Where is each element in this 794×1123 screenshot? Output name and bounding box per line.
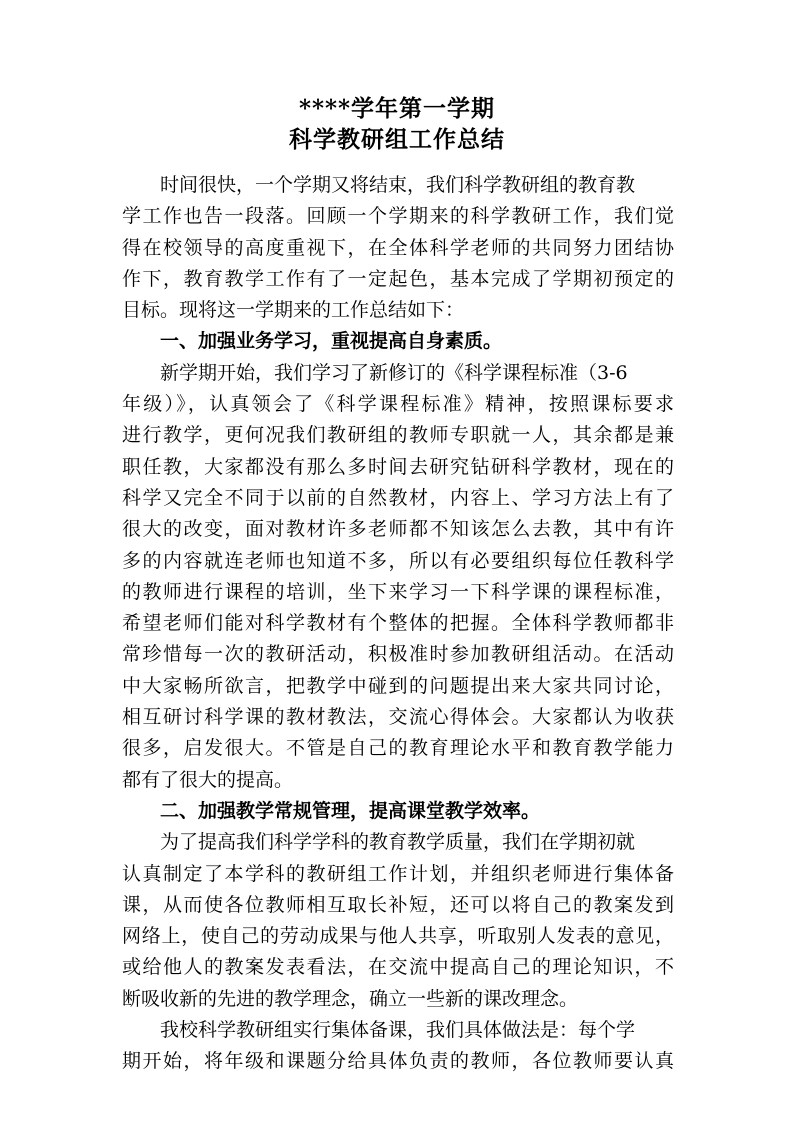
paragraph-line: 很大的改变，面对教材许多老师都不知该怎么去教，其中有许 [122,518,674,541]
paragraph-line: 或给他人的教案发表看法，在交流中提高自己的理论知识，不 [122,956,674,979]
paragraph-line: 的教师进行课程的培训，坐下来学习一下科学课的课程标准， [122,580,674,603]
paragraph-line: 得在校领导的高度重视下，在全体科学老师的共同努力团结协 [122,236,674,259]
section-heading: 二、加强教学常规管理，提高课堂教学效率。 [160,799,541,822]
paragraph-line: 都有了很大的提高。 [122,768,294,791]
paragraph-line: 多的内容就连老师也知道不多，所以有必要组织每位任教科学 [122,549,674,572]
paragraph-line: 课，从而使各位教师相互取长补短，还可以将自己的教案发到 [122,893,674,916]
paragraph-line: 为了提高我们科学学科的教育教学质量，我们在学期初就 [160,831,636,854]
paragraph-line: 新学期开始，我们学习了新修订的《科学课程标准（3-6 [160,361,628,384]
paragraph-line: 年级）》，认真领会了《科学课程标准》精神，按照课标要求 [122,393,674,416]
paragraph-line: 中大家畅所欲言，把教学中碰到的问题提出来大家共同讨论， [122,674,674,697]
paragraph-line: 作下，教育教学工作有了一定起色，基本完成了学期初预定的 [122,267,674,290]
paragraph-line: 网络上，使自己的劳动成果与他人共享，听取别人发表的意见， [122,925,674,948]
paragraph-line: 我校科学教研组实行集体备课，我们具体做法是：每个学 [160,1019,636,1042]
paragraph-line: 常珍惜每一次的教研活动，积极准时参加教研组活动。在活动 [122,643,674,666]
paragraph-line: 相互研讨科学课的教材教法，交流心得体会。大家都认为收获 [122,706,674,729]
paragraph-line: 学工作也告一段落。回顾一个学期来的科学教研工作，我们觉 [122,205,674,228]
title-line-2: 科学教研组工作总结 [289,126,505,153]
paragraph-line: 希望老师们能对科学教材有个整体的把握。全体科学教师都非 [122,612,674,635]
paragraph-line: 时间很快，一个学期又将结束，我们科学教研组的教育教 [160,174,636,196]
paragraph-line: 科学又完全不同于以前的自然教材，内容上、学习方法上有了 [122,486,674,509]
paragraph-line: 认真制定了本学科的教研组工作计划，并组织老师进行集体备 [122,862,674,885]
document-body [122,170,674,1078]
paragraph-line: 期开始，将年级和课题分给具体负责的教师，各位教师要认真 [122,1050,674,1073]
paragraph-line: 断吸收新的先进的教学理念，确立一些新的课改理念。 [122,987,579,1010]
paragraph-line: 目标。现将这一学期来的工作总结如下： [122,299,465,322]
paragraph-line: 进行教学，更何况我们教研组的教师专职就一人，其余都是兼 [122,424,674,447]
title-line-1: ****学年第一学期 [298,95,496,122]
section-heading: 一、加强业务学习，重视提高自身素质。 [160,330,503,353]
document-title [0,93,794,155]
paragraph-line: 职任教，大家都没有那么多时间去研究钻研科学教材，现在的 [122,455,674,478]
paragraph-line: 很多，启发很大。不管是自己的教育理论水平和教育教学能力 [122,737,674,760]
